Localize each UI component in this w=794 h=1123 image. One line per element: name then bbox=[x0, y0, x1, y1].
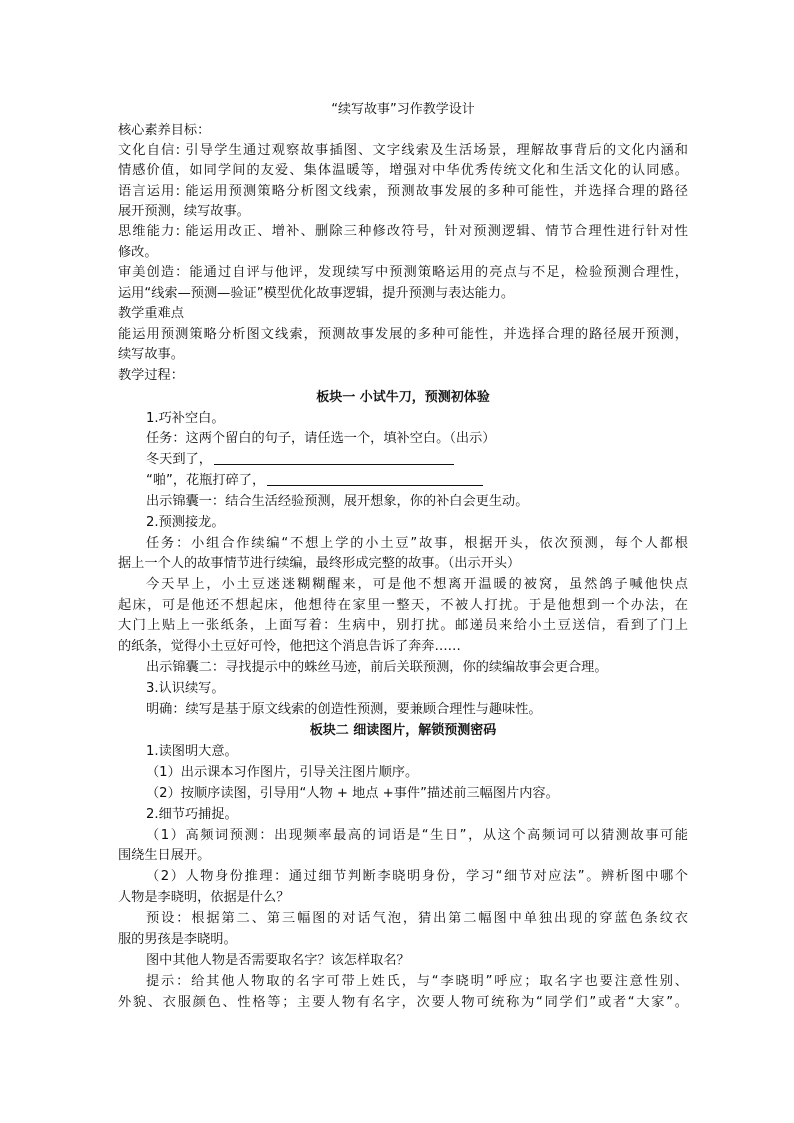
text-line: （1）高频词预测：出现频率最高的词语是“生日”，从这个高频词可以猜测故事可能 bbox=[146, 828, 688, 843]
text-line: 今天早上，小土豆迷迷糊糊醒来，可是他不想离开温暖的被窝，虽然鸽子喊他快点 bbox=[146, 577, 688, 592]
list-item: 3.认识续写。 bbox=[146, 681, 225, 696]
text-line: 据上一个人的故事情节进行续编，最终形成完整的故事。（出示开头） bbox=[118, 556, 521, 571]
text-line: 围绕生日展开。 bbox=[118, 848, 211, 863]
fill-blank-underline bbox=[214, 450, 454, 465]
text-line: 任务：这两个留白的句子，请任选一个，填补空白。（出示） bbox=[146, 431, 496, 446]
text-line: 服的男孩是李晓明。 bbox=[118, 932, 237, 947]
text-line: 续写故事。 bbox=[118, 347, 184, 362]
text-line: 能运用预测策略分析图文线索，预测故事发展的多种可能性，并选择合理的路径展开预测， bbox=[118, 327, 688, 342]
text-line: 运用“线索—预测—验证”模型优化故事逻辑，提升预测与表达能力。 bbox=[118, 286, 515, 301]
heading-core-goals: 核心素养目标： bbox=[118, 123, 211, 138]
list-item: 1.读图明大意。 bbox=[146, 744, 238, 759]
fill-blank-prompt: 冬天到了， bbox=[146, 452, 212, 467]
text-line: 语言运用: 能运用预测策略分析图文线索，预测故事发展的多种可能性，并选择合理的路径 bbox=[118, 184, 688, 199]
text-line: 修改。 bbox=[118, 245, 158, 260]
text-line: 出示锦囊二：寻找提示中的蛛丝马迹，前后关联预测，你的续编故事会更合理。 bbox=[146, 660, 608, 675]
text-line: 出示锦囊一：结合生活经验预测，展开想象，你的补白会更生动。 bbox=[146, 494, 529, 509]
list-item: 1.巧补空白。 bbox=[146, 411, 225, 426]
text-line: 预设：根据第二、第三幅图的对话气泡，猜出第二幅图中单独出现的穿蓝色条纹衣 bbox=[146, 911, 688, 926]
text-line: 外貌、衣服颜色、性格等；主要人物有名字，次要人物可统称为“同学们”或者“大家”。 bbox=[118, 995, 688, 1010]
text-line: 任务：小组合作续编“不想上学的小土豆”故事，根据开头，依次预测，每个人都根 bbox=[146, 536, 688, 551]
section-heading-2: 板块二 细读图片，解锁预测密码 bbox=[309, 723, 497, 738]
text-line: 起床，可是他还不想起床，他想待在家里一整天，不被人打扰。于是他想到一个办法，在 bbox=[118, 598, 688, 613]
text-line: 情感价值，如同学间的友爱、集体温暖等，增强对中华优秀传统文化和生活文化的认同感。 bbox=[118, 163, 688, 178]
text-line: 大门上贴上一张纸条，上面写着：生病中，别打扰。邮递员来给小土豆送信，看到了门上 bbox=[118, 618, 688, 633]
heading-key-points: 教学重难点 bbox=[118, 306, 184, 321]
section-heading-1: 板块一 小试牛刀，预测初体验 bbox=[316, 390, 490, 405]
text-line: （1）出示课本习作图片，引导关注图片顺序。 bbox=[146, 765, 419, 780]
text-line: 明确：续写是基于原文线索的创造性预测，要兼顾合理性与趣味性。 bbox=[146, 702, 542, 717]
text-line: 思维能力: 能运用改正、增补、删除三种修改符号，针对预测逻辑、情节合理性进行针对性 bbox=[118, 224, 688, 239]
fill-blank-prompt: “啪”，花瓶打碎了， bbox=[146, 473, 266, 488]
text-line: 审美创造：能通过自评与他评，发现续写中预测策略运用的亮点与不足，检验预测合理性， bbox=[118, 265, 688, 280]
text-line: （2）按顺序读图，引导用“人物 + 地点 +事件”描述前三幅图片内容。 bbox=[146, 786, 559, 801]
fill-blank-line bbox=[146, 450, 688, 470]
list-item: 2.预测接龙。 bbox=[146, 515, 225, 530]
text-line: 人物是李晓明，依据是什么？ bbox=[118, 890, 290, 905]
text-line: 文化自信: 引导学生通过观察故事插图、文字线索及生活场景，理解故事背后的文化内涵和 bbox=[118, 143, 688, 158]
text-line: 展开预测，续写故事。 bbox=[118, 204, 250, 219]
text-line: 的纸条，觉得小土豆好可怜，他把这个消息告诉了奔奔…… bbox=[118, 639, 461, 654]
fill-blank-line bbox=[146, 471, 688, 491]
text-line: 图中其他人物是否需要取名字？该怎样取名？ bbox=[146, 953, 410, 968]
heading-process: 教学过程： bbox=[118, 368, 184, 383]
fill-blank-underline bbox=[267, 471, 483, 486]
list-item: 2.细节巧捕捉。 bbox=[146, 807, 238, 822]
text-line: 提示：给其他人物取的名字可带上姓氏，与“李晓明”呼应；取名字也要注意性别、 bbox=[146, 974, 688, 989]
text-line: （2）人物身份推理：通过细节判断李晓明身份，学习“细节对应法”。辨析图中哪个 bbox=[146, 869, 688, 884]
page-title: “续写故事”习作教学设计 bbox=[331, 102, 475, 117]
